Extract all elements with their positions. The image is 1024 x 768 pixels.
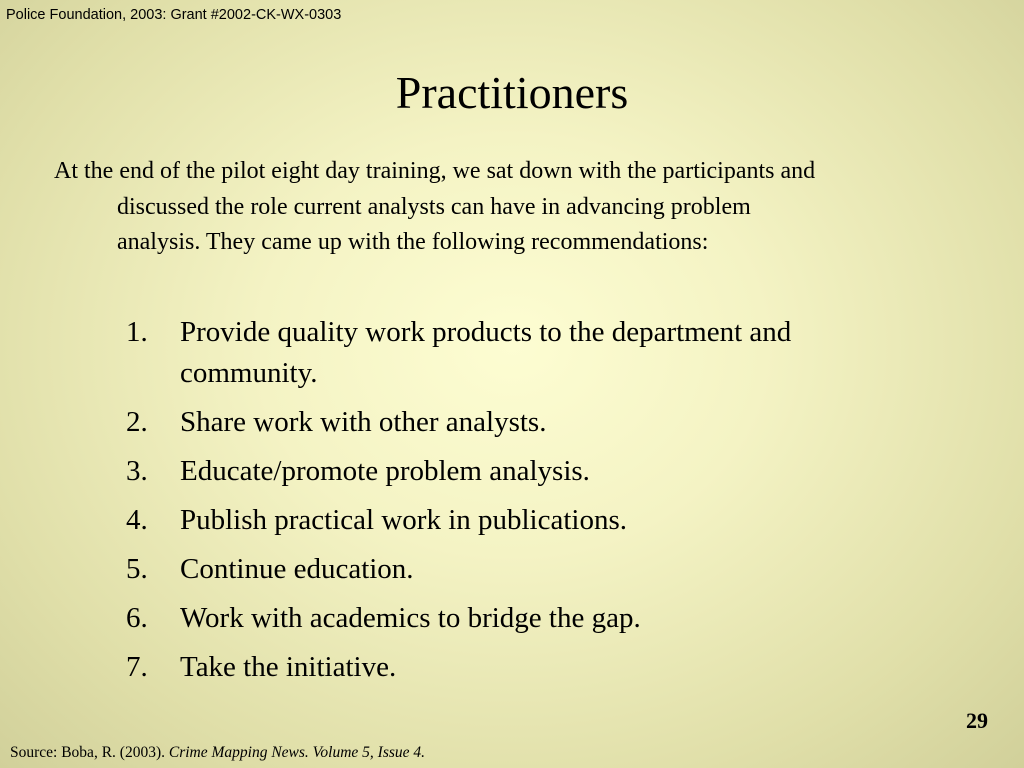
list-item-line: Take the initiative. [180,651,397,683]
page-number: 29 [966,708,988,733]
intro-line: analysis. They came up with the following recommendations: [117,229,709,255]
list-item-text [180,647,986,688]
list-item-text [180,402,986,443]
list-item-line: Publish practical work in publications. [180,504,628,536]
list-item-line: Work with academics to bridge the gap. [180,602,641,634]
intro-line: discussed the role current analysts can have in advancing problem [117,193,751,220]
list-item [126,312,986,394]
list-item-number: 1. [126,316,148,348]
list-item-number: 2. [126,406,148,438]
list-item-number: 7. [126,651,148,683]
list-item [126,500,986,541]
list-item-line: Provide quality work products to the department and [180,316,792,348]
list-item-line: Share work with other analysts. [180,406,547,438]
list-item-number: 4. [126,504,148,536]
intro-line: At the end of the pilot eight day training, we sat down with the participants and [54,158,816,184]
list-item-number: 5. [126,553,148,585]
list-item-number: 3. [126,455,148,487]
list-item-text [180,549,986,590]
list-item-text [180,500,986,541]
list-item-text [180,451,986,492]
list-item-line: Continue education. [180,553,414,585]
list-item-text [180,598,986,639]
intro-paragraph [54,154,984,261]
list-item [126,451,986,492]
list-item-line: Educate/promote problem analysis. [180,455,590,487]
list-item-line: community. [180,357,318,389]
source-citation [10,744,425,762]
recommendations-list [126,312,986,696]
list-item-number: 6. [126,602,148,634]
list-item [126,549,986,590]
list-item [126,598,986,639]
source-prefix: Source: Boba, R. (2003). [10,744,169,761]
source-publication: Crime Mapping News. Volume 5, Issue 4. [168,744,426,761]
list-item [126,647,986,688]
slide-title: Practitioners [395,67,629,118]
list-item-text [180,312,986,394]
header-note: Police Foundation, 2003: Grant #2002-CK-WX-0303 [6,7,342,23]
list-item [126,402,986,443]
